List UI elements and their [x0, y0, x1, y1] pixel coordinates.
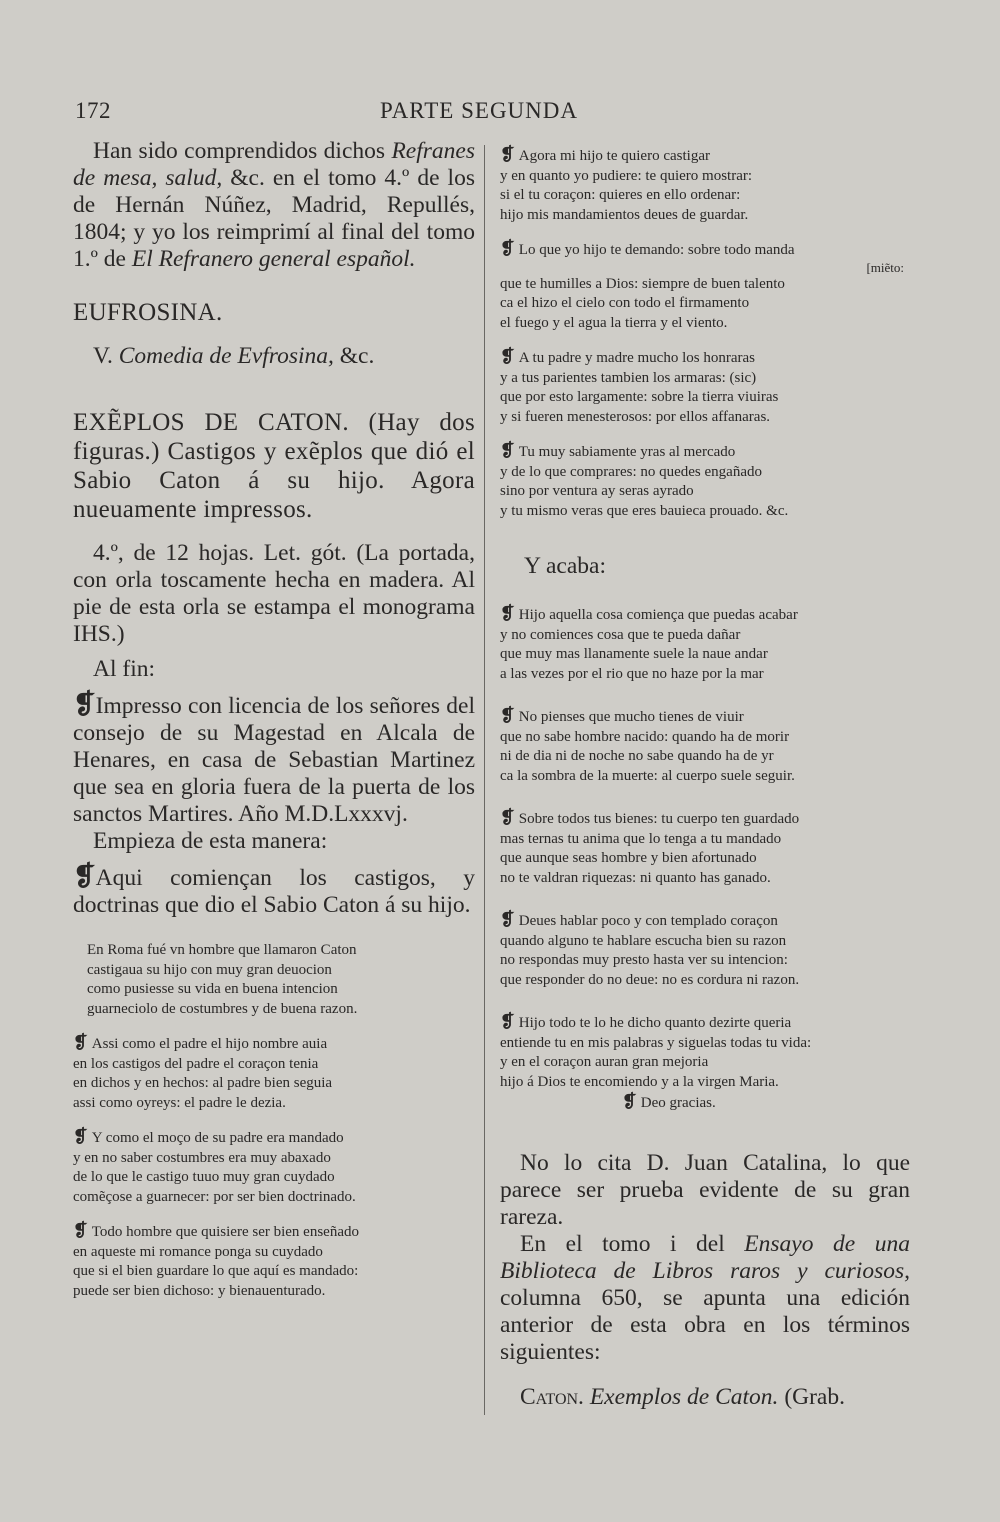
- deo-gracias-line: [500, 1092, 910, 1114]
- intro-text-1: Han sido comprendidos dichos: [93, 138, 392, 164]
- en-el-tomo-paragraph: [500, 1231, 910, 1366]
- left-stanza-1: [73, 941, 475, 1019]
- verse-line: puede ser bien dichoso: y bienauenturado.: [73, 1282, 326, 1299]
- verse-line: mas ternas tu anima que lo tenga a tu mandado: [500, 830, 782, 847]
- verse-line: [miẽto:: [866, 259, 904, 275]
- y-acaba-label: Y acaba:: [524, 553, 606, 579]
- verse-line: ni de dia ni de noche no sabe quando ha de yr: [500, 748, 774, 764]
- verse-line: [500, 239, 910, 261]
- verse-line: entiende tu en mis palabras y siguelas todas tu vida:: [500, 1034, 812, 1051]
- column-divider: [484, 145, 485, 1415]
- verse-line: y en el coraçon auran gran mejoria: [500, 1054, 709, 1070]
- intro-title-refranero: El Refranero general español.: [131, 246, 416, 272]
- en-el-tomo-text-1: En el tomo i del: [520, 1230, 745, 1257]
- verse-line: [500, 910, 910, 932]
- caton-name: Caton.: [520, 1383, 584, 1410]
- verse-text: Y como el moço de su padre era mandado: [91, 1130, 344, 1146]
- verse-line: que te humilles a Dios: siempre de buen talento: [500, 275, 785, 292]
- verse-line: y en no saber costumbres era muy abaxado: [73, 1149, 331, 1166]
- verse-line: y a tus parientes tambien los armaras: (sic): [500, 369, 757, 386]
- pilcrow-icon: ❡: [500, 604, 519, 623]
- pilcrow-icon: ❡: [500, 1012, 519, 1031]
- verse-text: Hijo aquella cosa comiença que puedas acabar: [518, 607, 798, 623]
- exeplos-description: 4.º, de 12 hojas. Let. gót. (La portada, con orla toscamente hecha en madera. Al pie de esta orla se estampa el monograma IHS.): [73, 540, 475, 647]
- pilcrow-icon: ❡: [622, 1092, 641, 1111]
- verse-text: Deues hablar poco y con templado coraçon: [518, 913, 778, 929]
- verse-line: en los castigos del padre el coraçon tenia: [73, 1055, 319, 1072]
- eufrosina-ref-title: Comedia de Evfrosina,: [118, 343, 334, 369]
- ensayo-title: Ensayo de una Biblioteca de Libros raros y curiosos,: [500, 1230, 910, 1284]
- verse-line: y de lo que comprares: no quedes engañado: [500, 463, 762, 480]
- verse-line: [500, 145, 910, 167]
- verse-line: guarneciolo de costumbres y de buena razon.: [87, 1000, 358, 1017]
- right-stanza-7: [500, 808, 910, 888]
- verse-line: que por esto largamente: sobre la tierra viuiras: [500, 389, 779, 405]
- verse-line: ca el hizo el cielo con todo el firmamento: [500, 295, 750, 311]
- verse-line: en aqueste mi romance ponga su cuydado: [73, 1243, 323, 1260]
- left-stanza-3: [73, 1127, 475, 1207]
- en-el-tomo-text-2: columna 650, se apunta una edición anterior de esta obra en los términos siguientes:: [500, 1284, 910, 1365]
- eufrosina-reference: [73, 343, 475, 370]
- verse-line: que aunque seas hombre y bien afortunado: [500, 850, 757, 866]
- verse-line: [73, 1127, 475, 1149]
- verse-line: assi como oyreys: el padre le dezia.: [73, 1094, 286, 1111]
- pilcrow-icon: ❡: [500, 706, 519, 725]
- verse-line: [500, 1012, 910, 1034]
- right-stanza-4: [500, 441, 910, 521]
- pilcrow-icon: ❡: [73, 689, 96, 719]
- page-number: 172: [75, 98, 111, 123]
- verse-line: hijo mis mandamientos deues de guardar.: [500, 206, 749, 223]
- verse-line: a las vezes por el rio que no haze por la mar: [500, 665, 764, 682]
- verse-line: y tu mismo veras que eres bauieca prouado. &c.: [500, 502, 789, 519]
- verse-line: que responder do no deue: no es cordura ni razon.: [500, 971, 800, 988]
- aqui-text: Aqui comiençan los castigos, y doctrinas que dio el Sabio Caton á su hijo.: [73, 865, 475, 918]
- aqui-paragraph: [73, 863, 475, 919]
- verse-text: Agora mi hijo te quiero castigar: [518, 148, 710, 164]
- verse-line: el fuego y el agua la tierra y el viento.: [500, 314, 728, 331]
- caton-title: Exemplos de Caton.: [589, 1383, 779, 1410]
- verse-line: de lo que le castigo tuuo muy gran cuydado: [73, 1169, 335, 1185]
- right-stanza-1: [500, 145, 910, 225]
- deo-gracias-text: Deo gracias.: [640, 1095, 716, 1111]
- pilcrow-icon: ❡: [73, 1033, 92, 1052]
- left-stanza-2: [73, 1033, 475, 1113]
- intro-paragraph: [73, 138, 475, 273]
- verse-line: comẽçose a guarnecer: por ser bien doctrinado.: [73, 1188, 356, 1205]
- verse-line: si el tu coraçon: quieres en ello ordenar:: [500, 187, 741, 203]
- verse-line: [500, 808, 910, 830]
- al-fin-label: Al fin:: [93, 656, 156, 682]
- verse-text: Todo hombre que quisiere ser bien enseñado: [91, 1224, 359, 1240]
- pilcrow-icon: ❡: [500, 145, 519, 164]
- verse-line: y si fueren menesterosos: por ellos affanaras.: [500, 408, 771, 425]
- verse-line: [500, 347, 910, 369]
- intro-title-refranes: Refranes de mesa, salud,: [73, 138, 475, 191]
- no-lo-cita-paragraph: No lo cita D. Juan Catalina, lo que parece ser prueba evidente de su gran rareza.: [500, 1149, 910, 1230]
- verse-line: hijo á Dios te encomiendo y a la virgen Maria.: [500, 1073, 779, 1090]
- verse-text: Lo que yo hijo te demando: sobre todo manda: [518, 242, 795, 258]
- verse-line: En Roma fué vn hombre que llamaron Caton: [87, 942, 357, 958]
- left-stanza-4: [73, 1221, 475, 1301]
- verse-line: en dichos y en hechos: al padre bien seguia: [73, 1075, 333, 1091]
- eufrosina-ref-suffix: &c.: [333, 343, 375, 369]
- verse-line: [73, 1033, 475, 1055]
- verse-text: A tu padre y madre mucho los honraras: [518, 350, 755, 366]
- verse-text: No pienses que mucho tienes de viuir: [518, 709, 744, 725]
- verse-line: que si el bien guardare lo que aquí es mandado:: [73, 1263, 359, 1279]
- verse-text: Assi como el padre el hijo nombre auia: [91, 1036, 328, 1052]
- verse-line: [500, 706, 910, 728]
- right-stanza-5: [500, 604, 910, 684]
- pilcrow-icon: ❡: [500, 239, 519, 258]
- pilcrow-icon: ❡: [73, 1221, 92, 1240]
- pilcrow-icon: ❡: [73, 1127, 92, 1146]
- verse-line: quando alguno te hablare escucha bien su razon: [500, 932, 787, 949]
- empieza-label: Empieza de esta manera:: [93, 828, 328, 854]
- eufrosina-ref-prefix: V.: [93, 343, 119, 369]
- colophon-text: Impresso con licencia de los señores del consejo de su Magestad en Alcala de Henares, en casa de Sebastian Martinez que sea en gloria fuera de la puerta de los sanctos Martires. Año M.D.Lxxxvj.: [73, 693, 475, 827]
- eufrosina-heading: EUFROSINA.: [73, 299, 223, 326]
- verse-text: Hijo todo te lo he dicho quanto dezirte queria: [518, 1015, 792, 1031]
- pilcrow-icon: ❡: [500, 910, 519, 929]
- exeplos-heading: EXẼPLOS DE CATON. (Hay dos figuras.) Castigos y exẽplos que dió el Sabio Caton á su hijo. Agora nueuamente impressos.: [73, 409, 475, 523]
- pilcrow-icon: ❡: [500, 808, 519, 827]
- running-head: PARTE SEGUNDA: [380, 98, 578, 123]
- verse-line: [73, 1221, 475, 1243]
- right-stanza-3: [500, 347, 910, 427]
- verse-line: que no sabe hombre nacido: quando ha de morir: [500, 728, 790, 745]
- colophon-paragraph: [73, 691, 475, 828]
- caton-rest: (Grab.: [778, 1383, 845, 1410]
- right-stanza-8: [500, 910, 910, 990]
- verse-line: sino por ventura ay seras ayrado: [500, 483, 694, 499]
- caton-entry-line: [500, 1384, 910, 1411]
- verse-line: y en quanto yo pudiere: te quiero mostrar:: [500, 167, 753, 184]
- verse-line: ca la sombra de la muerte: al cuerpo suele seguir.: [500, 767, 795, 784]
- verse-line: como pusiesse su vida en buena intencion: [87, 981, 338, 997]
- verse-line: no te valdran riquezas: ni quanto has ganado.: [500, 869, 771, 886]
- pilcrow-icon: ❡: [73, 861, 96, 891]
- verse-line: [500, 604, 910, 626]
- right-stanza-6: [500, 706, 910, 786]
- intro-text-2: &c. en el tomo 4.º de los de Hernán Núñez, Madrid, Repullés, 1804; y yo los reimprimí al final del tomo 1.º de: [73, 165, 475, 272]
- right-column: [500, 145, 910, 1411]
- verse-line: y no comiences cosa que te pueda dañar: [500, 626, 741, 643]
- pilcrow-icon: ❡: [500, 441, 519, 460]
- left-column: [73, 138, 475, 1301]
- verse-line: no respondas muy presto hasta ver su intencion:: [500, 952, 788, 968]
- verse-line: que muy mas llanamente suele la naue andar: [500, 646, 768, 662]
- pilcrow-icon: ❡: [500, 347, 519, 366]
- right-stanza-9: [500, 1012, 910, 1114]
- right-stanza-2: [500, 239, 910, 333]
- verse-line: [500, 441, 910, 463]
- verse-text: Sobre todos tus bienes: tu cuerpo ten guardado: [518, 811, 800, 827]
- verse-line: castigaua su hijo con muy gran deuocion: [87, 961, 332, 978]
- verse-text: Tu muy sabiamente yras al mercado: [518, 444, 736, 460]
